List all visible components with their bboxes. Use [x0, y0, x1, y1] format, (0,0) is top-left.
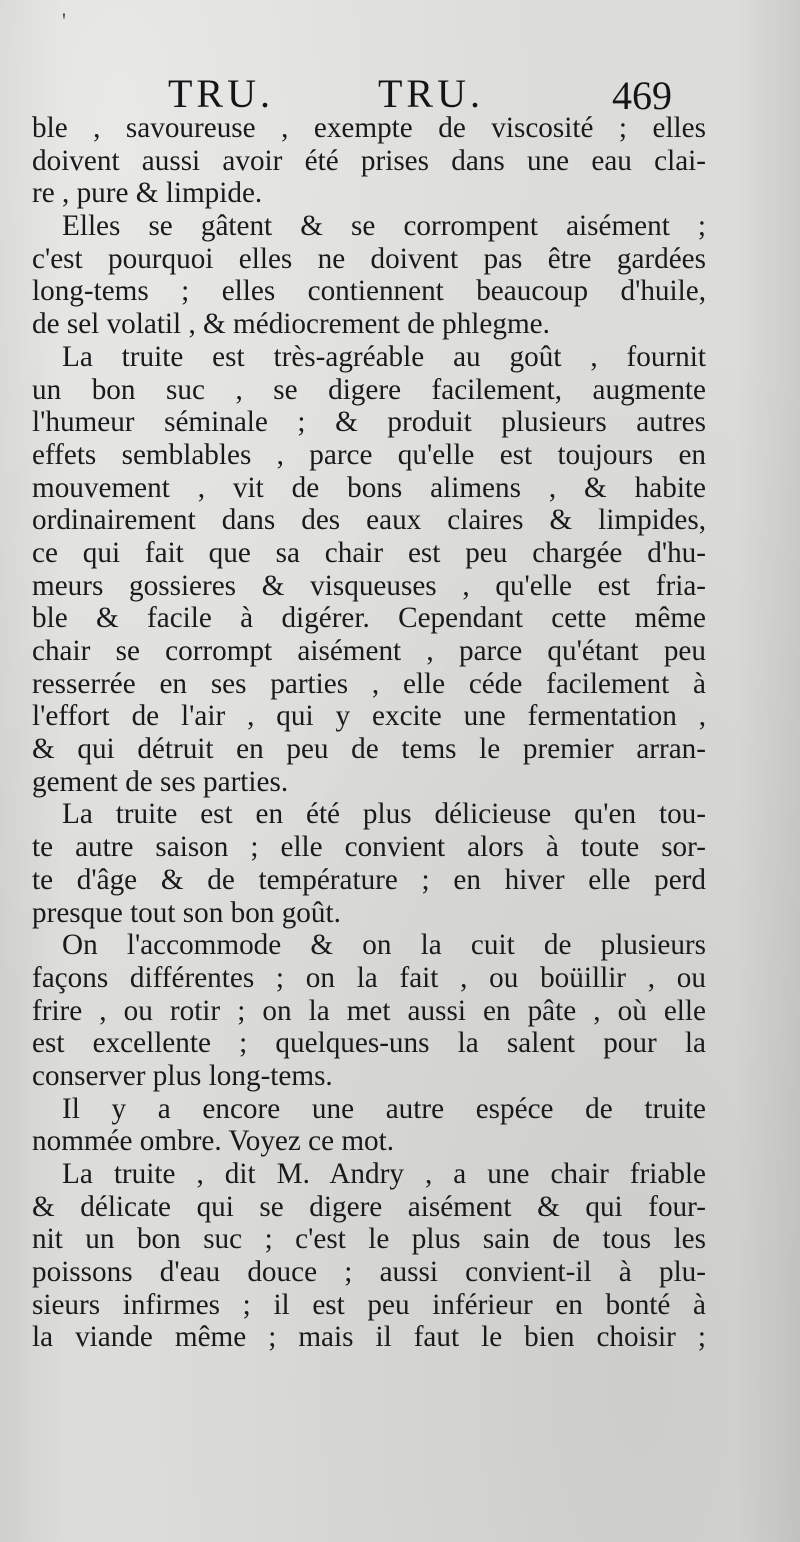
- header-right-word: TRU.: [378, 71, 484, 116]
- page-number: 469: [612, 73, 672, 118]
- text-line: & délicate qui se digere aisément & qui four-: [32, 1190, 706, 1223]
- text-line: nit un bon suc ; c'est le plus sain de tous les: [32, 1223, 706, 1256]
- text-line: c'est pourquoi elles ne doivent pas être gardées: [32, 242, 706, 275]
- text-line: est excellente ; quelques-uns la salent pour la: [32, 1027, 706, 1060]
- text-line: nommée ombre. Voyez ce mot.: [32, 1125, 395, 1158]
- text-line: l'effort de l'air , qui y excite une fermentation ,: [32, 700, 706, 733]
- text-line: & qui détruit en peu de tems le premier arran-: [32, 733, 706, 766]
- text-line: meurs gossieres & visqueuses , qu'elle est fria-: [32, 569, 706, 602]
- text-line: conserver plus long-tems.: [32, 1059, 333, 1092]
- text-line: La truite est en été plus délicieuse qu'en tou-: [62, 798, 706, 831]
- text-line: te d'âge & de température ; en hiver elle perd: [32, 863, 706, 896]
- text-line: de sel volatil , & médiocrement de phlegme.: [32, 308, 550, 341]
- text-line: l'humeur séminale ; & produit plusieurs autres: [32, 406, 706, 439]
- text-line: presque tout son bon goût.: [32, 896, 341, 929]
- text-line: ble & facile à digérer. Cependant cette même: [32, 602, 706, 635]
- text-line: Il y a encore une autre espéce de truite: [62, 1092, 706, 1125]
- body-text: [32, 112, 706, 1354]
- text-line: te autre saison ; elle convient alors à toute sor-: [32, 831, 706, 864]
- text-line: gement de ses parties.: [32, 765, 289, 798]
- text-line: frire , ou rotir ; on la met aussi en pâte , où elle: [32, 994, 706, 1027]
- text-line: La truite est très-agréable au goût , fournit: [62, 340, 706, 373]
- text-line: La truite , dit M. Andry , a une chair friable: [62, 1158, 706, 1190]
- text-line: façons différentes ; on la fait , ou boüillir , ou: [32, 961, 706, 994]
- text-line: re , pure & limpide.: [32, 177, 263, 210]
- text-line: poissons d'eau douce ; aussi convient-il à plu-: [32, 1256, 706, 1289]
- text-line: effets semblables , parce qu'elle est toujours en: [32, 438, 706, 471]
- header-left-word: TRU.: [168, 71, 274, 116]
- text-line: long-tems ; elles contiennent beaucoup d'huile,: [32, 275, 706, 308]
- text-line: ordinairement dans des eaux claires & limpides,: [32, 504, 706, 537]
- text-line: sieurs infirmes ; il est peu inférieur en bonté à: [32, 1288, 706, 1321]
- text-line: un bon suc , se digere facilement, augmente: [32, 373, 706, 406]
- text-line: chair se corrompt aisément , parce qu'étant peu: [32, 635, 706, 667]
- text-line: mouvement , vit de bons alimens , & habite: [32, 471, 706, 504]
- ink-smudge: ': [62, 8, 66, 33]
- text-line: ce qui fait que sa chair est peu chargée d'hu-: [32, 536, 706, 569]
- text-line: doivent aussi avoir été prises dans une eau clai-: [32, 144, 706, 177]
- text-line: On l'accommode & on la cuit de plusieurs: [62, 929, 706, 962]
- text-line: ble , savoureuse , exempte de viscosité ; elles: [32, 112, 706, 144]
- text-line: Elles se gâtent & se corrompent aisément ;: [62, 210, 706, 243]
- text-line: la viande même ; mais il faut le bien choisir ;: [32, 1321, 706, 1354]
- text-line: resserrée en ses parties , elle céde facilement à: [32, 667, 706, 700]
